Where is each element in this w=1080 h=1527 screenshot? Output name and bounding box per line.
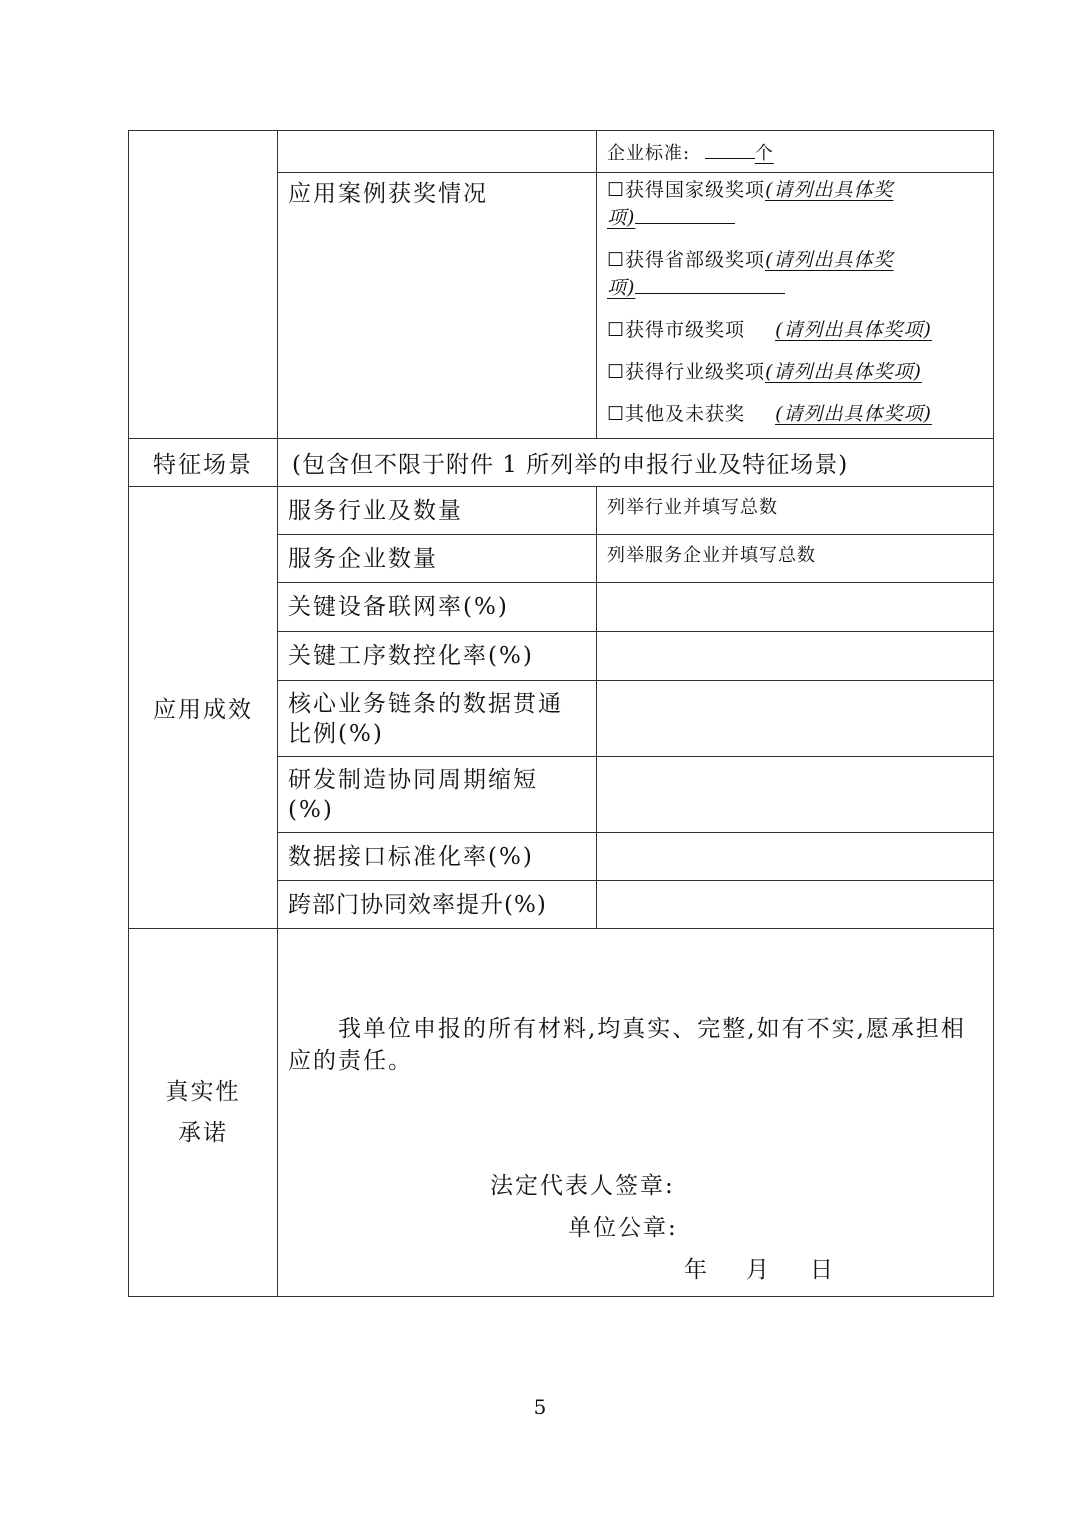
effect-label-cell xyxy=(129,487,278,929)
page-number: 5 xyxy=(533,1395,547,1419)
pledge-content-cell xyxy=(278,929,994,1297)
date-year-label: 年 xyxy=(684,1257,709,1283)
award-option-industry[interactable]: ☐获得行业级奖项(请列出具体奖项) xyxy=(607,361,922,383)
scenario-text: (包含但不限于附件 1 所列举的申报行业及特征场景) xyxy=(292,452,849,478)
award-national-blank[interactable] xyxy=(635,203,735,224)
award-options-cell xyxy=(597,173,994,439)
effect-value-input[interactable] xyxy=(597,833,994,881)
award-note: (请列出具体奖项) xyxy=(775,403,932,425)
pledge-label-line1: 真实性 xyxy=(165,1078,241,1105)
award-provincial-blank[interactable] xyxy=(635,273,785,294)
effect-item: 跨部门协同效率提升(%) xyxy=(278,881,597,929)
effect-value-input[interactable] xyxy=(597,757,994,833)
effect-label: 应用成效 xyxy=(153,697,253,723)
checkbox-icon[interactable]: ☐ xyxy=(607,403,626,425)
award-label-cell xyxy=(278,173,597,439)
checkbox-icon[interactable]: ☐ xyxy=(607,361,626,383)
effect-value-input[interactable]: 列举行业并填写总数 xyxy=(597,487,994,535)
effect-item: 数据接口标准化率(%) xyxy=(278,833,597,881)
application-form-table xyxy=(128,130,966,1297)
effect-value-input[interactable] xyxy=(597,632,994,681)
award-label: 应用案例获奖情况 xyxy=(288,181,488,207)
effect-item: 服务企业数量 xyxy=(278,535,597,583)
scenario-label-cell xyxy=(129,439,278,487)
scenario-label: 特征场景 xyxy=(153,452,253,478)
effect-value-input[interactable]: 列举服务企业并填写总数 xyxy=(597,535,994,583)
item-cell-blank xyxy=(278,131,597,173)
enterprise-standard-unit: 个 xyxy=(754,143,774,164)
award-note: (请列出具体奖 xyxy=(765,249,894,271)
award-option-provincial[interactable]: ☐获得省部级奖项(请列出具体奖 项) xyxy=(607,249,894,299)
pledge-text: 我单位申报的所有材料,均真实、完整,如有不实,愿承担相应的责任。 xyxy=(288,1016,966,1074)
effect-item: 核心业务链条的数据贯通比例(%) xyxy=(278,681,597,757)
checkbox-icon[interactable]: ☐ xyxy=(607,179,626,201)
enterprise-standard-label: 企业标准: xyxy=(607,143,691,164)
effect-item: 研发制造协同周期缩短(%) xyxy=(278,757,597,833)
effect-item: 服务行业及数量 xyxy=(278,487,597,535)
effect-value-input[interactable] xyxy=(597,583,994,632)
award-option-other[interactable]: ☐其他及未获奖 (请列出具体奖项) xyxy=(607,403,932,425)
checkbox-icon[interactable]: ☐ xyxy=(607,319,626,341)
checkbox-icon[interactable]: ☐ xyxy=(607,249,626,271)
legal-rep-signature-label: 法定代表人签章: xyxy=(490,1173,675,1199)
date-month-label: 月 xyxy=(746,1257,771,1283)
scenario-text-cell[interactable] xyxy=(278,439,994,487)
award-note: (请列出具体奖 xyxy=(765,179,894,201)
award-option-municipal[interactable]: ☐获得市级奖项 (请列出具体奖项) xyxy=(607,319,932,341)
unit-seal-label: 单位公章: xyxy=(568,1215,678,1241)
effect-item: 关键工序数控化率(%) xyxy=(278,632,597,681)
award-note: (请列出具体奖项) xyxy=(765,361,922,383)
award-note: (请列出具体奖项) xyxy=(775,319,932,341)
award-option-national[interactable]: ☐获得国家级奖项(请列出具体奖 项) xyxy=(607,179,894,229)
effect-item: 关键设备联网率(%) xyxy=(278,583,597,632)
effect-value-input[interactable] xyxy=(597,881,994,929)
enterprise-standard-blank[interactable] xyxy=(705,138,755,159)
enterprise-standard-cell xyxy=(597,131,994,173)
pledge-label-line2: 承诺 xyxy=(178,1119,228,1146)
pledge-label-cell xyxy=(129,929,278,1297)
category-cell-blank xyxy=(129,131,278,439)
date-day-label: 日 xyxy=(810,1257,835,1283)
effect-value-input[interactable] xyxy=(597,681,994,757)
